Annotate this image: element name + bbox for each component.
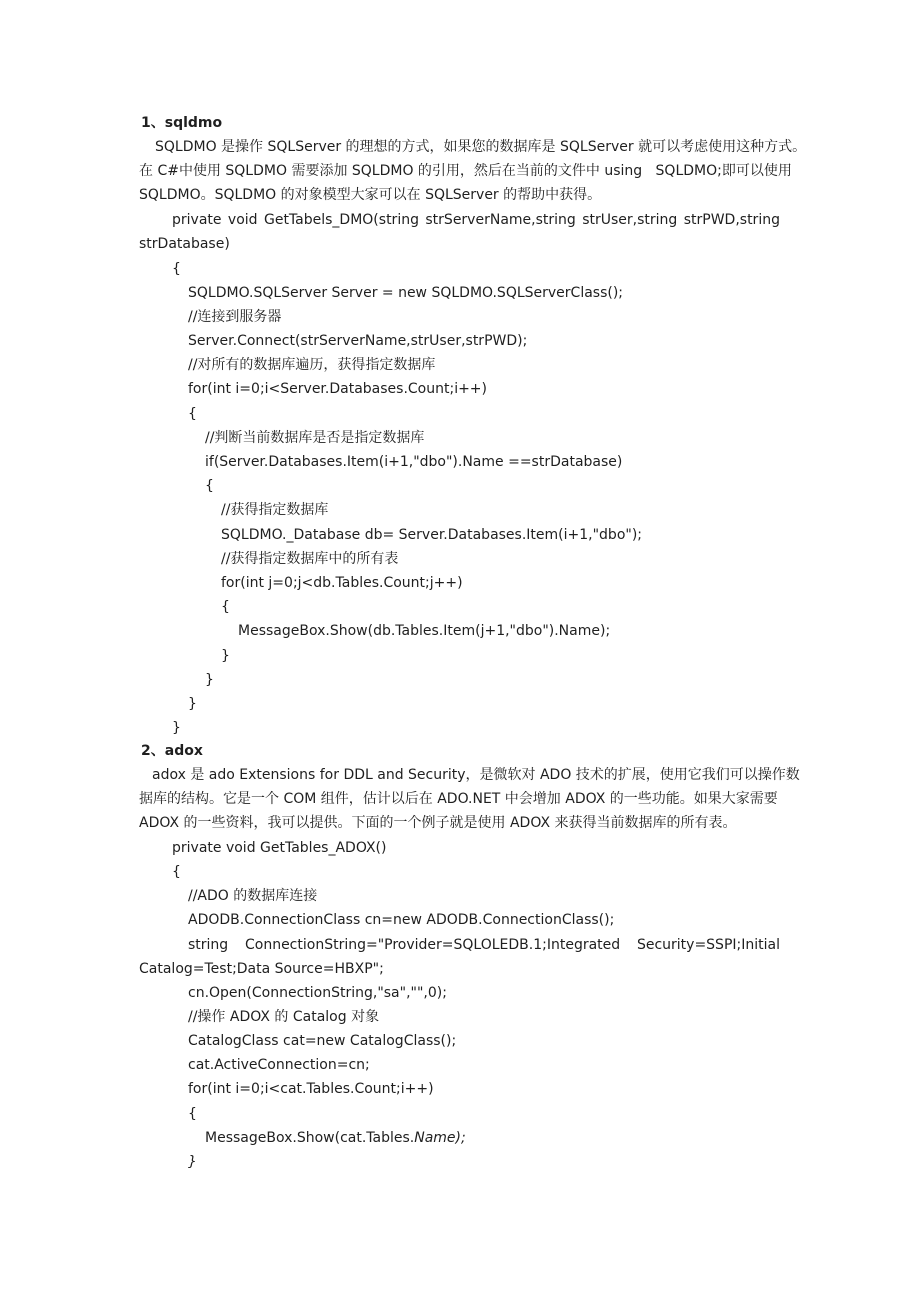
code-line: private void GetTables_ADOX(): [172, 840, 387, 856]
code-line: MessageBox.Show(db.Tables.Item(j+1,"dbo").Name);: [238, 623, 611, 639]
code-line: {: [188, 1106, 197, 1122]
paragraph-line: adox 是 ado Extensions for DDL and Security，是微软对 ADO 技术的扩展，使用它我们可以操作数: [152, 767, 800, 783]
code-token: strUser,string: [582, 212, 678, 228]
code-comment: //连接到服务器: [188, 309, 282, 325]
code-line: }: [221, 648, 230, 664]
code-comment: //操作 ADOX 的 Catalog 对象: [188, 1009, 380, 1025]
code-line: for(int i=0;i<cat.Tables.Count;i++): [188, 1081, 434, 1097]
code-line: {: [172, 864, 181, 880]
code-line: {: [188, 406, 197, 422]
code-line: }: [188, 1154, 197, 1170]
code-comment: //ADO 的数据库连接: [188, 888, 318, 904]
code-token: strPWD,string: [683, 212, 780, 228]
code-line: cat.ActiveConnection=cn;: [188, 1057, 370, 1073]
code-comment: //对所有的数据库遍历，获得指定数据库: [188, 357, 436, 373]
code-text: MessageBox.Show(cat.Tables.: [205, 1130, 415, 1146]
paragraph-line: SQLDMO。SQLDMO 的对象模型大家可以在 SQLServer 的帮助中获得。: [139, 187, 602, 203]
code-text-italic: Name);: [414, 1130, 466, 1146]
code-comment: //获得指定数据库中的所有表: [221, 551, 399, 567]
code-token: string: [188, 937, 229, 953]
code-token: private: [172, 212, 222, 228]
code-token: Security=SSPI;Initial: [636, 937, 780, 953]
code-line: }: [172, 720, 181, 736]
code-line: Server.Connect(strServerName,strUser,strPWD);: [188, 333, 528, 349]
code-line: }: [188, 696, 197, 712]
code-line: {: [221, 599, 230, 615]
paragraph-line: 据库的结构。它是一个 COM 组件，估计以后在 ADO.NET 中会增加 ADOX 的一些功能。如果大家需要: [139, 791, 778, 807]
connection-string-line: [188, 935, 780, 955]
code-line: [205, 1128, 466, 1148]
method-signature: [172, 210, 780, 230]
code-line: strDatabase): [139, 236, 230, 252]
code-line: CatalogClass cat=new CatalogClass();: [188, 1033, 457, 1049]
code-line: SQLDMO.SQLServer Server = new SQLDMO.SQLServerClass();: [188, 285, 624, 301]
code-line: }: [205, 672, 214, 688]
section-heading: 1、sqldmo: [141, 115, 223, 131]
paragraph-line: SQLDMO 是操作 SQLServer 的理想的方式，如果您的数据库是 SQLServer 就可以考虑使用这种方式。: [155, 139, 807, 155]
code-line: if(Server.Databases.Item(i+1,"dbo").Name ==strDatabase): [205, 454, 623, 470]
code-line: Catalog=Test;Data Source=HBXP";: [139, 961, 384, 977]
code-token: void: [227, 212, 258, 228]
code-line: for(int i=0;i<Server.Databases.Count;i++): [188, 381, 488, 397]
code-line: ADODB.ConnectionClass cn=new ADODB.ConnectionClass();: [188, 912, 615, 928]
code-line: {: [172, 261, 181, 277]
code-token: ConnectionString="Provider=SQLOLEDB.1;Integrated: [244, 937, 621, 953]
code-comment: //判断当前数据库是否是指定数据库: [205, 430, 425, 446]
paragraph-line: ADOX 的一些资料，我可以提供。下面的一个例子就是使用 ADOX 来获得当前数据库的所有表。: [139, 815, 737, 831]
code-comment: //获得指定数据库: [221, 502, 329, 518]
code-line: SQLDMO._Database db= Server.Databases.Item(i+1,"dbo");: [221, 527, 642, 543]
section-heading: 2、adox: [141, 743, 203, 759]
code-line: {: [205, 478, 214, 494]
code-token: GetTabels_DMO(string: [263, 212, 419, 228]
paragraph-line: 在 C#中使用 SQLDMO 需要添加 SQLDMO 的引用，然后在当前的文件中 using SQLDMO;即可以使用: [139, 163, 792, 179]
code-line: cn.Open(ConnectionString,"sa","",0);: [188, 985, 447, 1001]
code-line: for(int j=0;j<db.Tables.Count;j++): [221, 575, 463, 591]
code-token: strServerName,string: [425, 212, 576, 228]
